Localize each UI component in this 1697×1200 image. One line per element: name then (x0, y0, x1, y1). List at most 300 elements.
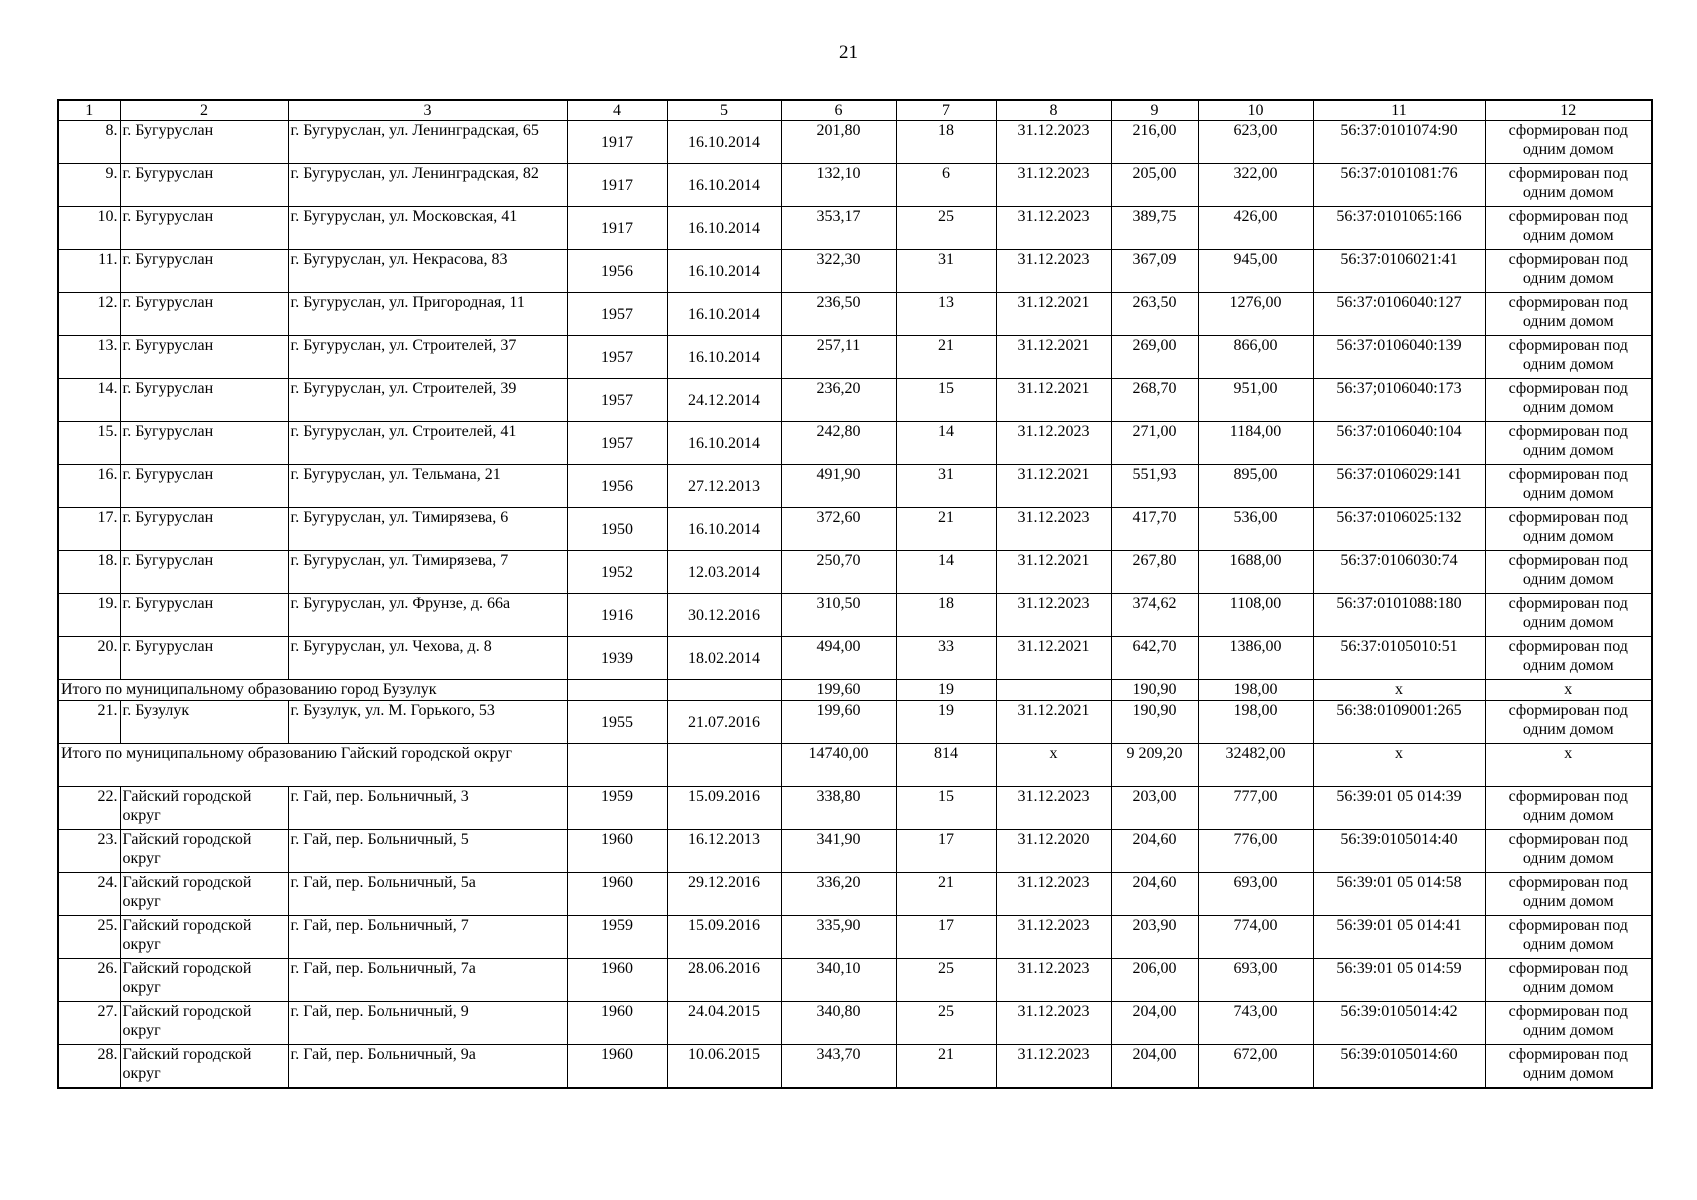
cadastral-number-cell: 56:37:0106040:139 (1313, 336, 1485, 379)
land-area-cell: 32482,00 (1198, 744, 1313, 787)
municipality-cell: Гайский городской округ (120, 830, 288, 873)
area-cell: 199,60 (781, 680, 896, 701)
table-row (58, 594, 1652, 637)
address-cell: г. Гай, пер. Больничный, 3 (288, 787, 567, 830)
deadline-cell: 31.12.2023 (996, 250, 1111, 293)
deadline-cell: 31.12.2023 (996, 508, 1111, 551)
area-cell: 310,50 (781, 594, 896, 637)
cadastral-number-cell: 56:39:0105014:60 (1313, 1045, 1485, 1088)
column-number-3: 3 (288, 100, 567, 121)
total-area-cell: 551,93 (1111, 465, 1198, 508)
land-status-cell: сформирован под одним домом (1485, 336, 1652, 379)
cadastral-number-cell: 56:37:0106040:127 (1313, 293, 1485, 336)
total-area-cell: 374,62 (1111, 594, 1198, 637)
table-row (58, 830, 1652, 873)
deadline-cell: 31.12.2023 (996, 121, 1111, 164)
address-cell: г. Бугуруслан, ул. Тимирязева, 6 (288, 508, 567, 551)
cadastral-number-cell: 56:37:0106025:132 (1313, 508, 1485, 551)
year-cell: 1960 (567, 1002, 667, 1045)
deadline-cell: 31.12.2021 (996, 465, 1111, 508)
land-status-cell: сформирован под одним домом (1485, 830, 1652, 873)
residents-cell: 33 (896, 637, 996, 680)
date-cell: 10.06.2015 (667, 1045, 781, 1088)
table-row (58, 701, 1652, 744)
deadline-cell: 31.12.2023 (996, 787, 1111, 830)
residents-cell: 21 (896, 508, 996, 551)
area-cell: 250,70 (781, 551, 896, 594)
address-cell: г. Бугуруслан, ул. Чехова, д. 8 (288, 637, 567, 680)
deadline-cell: 31.12.2021 (996, 379, 1111, 422)
municipality-cell: г. Бугуруслан (120, 336, 288, 379)
land-area-cell: 776,00 (1198, 830, 1313, 873)
residents-cell: 19 (896, 701, 996, 744)
year-cell: 1950 (567, 508, 667, 551)
cadastral-number-cell: 56:37:0101081:76 (1313, 164, 1485, 207)
cadastral-number-cell: 56:38:0109001:265 (1313, 701, 1485, 744)
address-cell: г. Бугуруслан, ул. Ленинградская, 82 (288, 164, 567, 207)
total-area-cell: 190,90 (1111, 680, 1198, 701)
total-area-cell: 367,09 (1111, 250, 1198, 293)
residents-cell: 25 (896, 959, 996, 1002)
deadline-cell: 31.12.2023 (996, 207, 1111, 250)
municipality-cell: Гайский городской округ (120, 1002, 288, 1045)
column-number-7: 7 (896, 100, 996, 121)
row-number-cell: 22. (58, 787, 120, 830)
row-number-cell: 16. (58, 465, 120, 508)
area-cell: 340,80 (781, 1002, 896, 1045)
date-cell: 29.12.2016 (667, 873, 781, 916)
subtotal-row (58, 744, 1652, 787)
year-cell: 1960 (567, 830, 667, 873)
area-cell: 491,90 (781, 465, 896, 508)
year-cell: 1960 (567, 1045, 667, 1088)
year-cell: 1917 (567, 164, 667, 207)
residents-cell: 25 (896, 1002, 996, 1045)
municipality-cell: г. Бугуруслан (120, 422, 288, 465)
residents-cell: 21 (896, 336, 996, 379)
table-row (58, 959, 1652, 1002)
total-area-cell: 203,90 (1111, 916, 1198, 959)
land-status-cell: сформирован под одним домом (1485, 293, 1652, 336)
total-area-cell: 203,00 (1111, 787, 1198, 830)
municipality-cell: г. Бугуруслан (120, 250, 288, 293)
land-area-cell: 198,00 (1198, 701, 1313, 744)
residents-cell: 19 (896, 680, 996, 701)
residents-cell: 17 (896, 830, 996, 873)
total-area-cell: 204,00 (1111, 1002, 1198, 1045)
residents-cell: 25 (896, 207, 996, 250)
table-row (58, 293, 1652, 336)
residents-cell: 15 (896, 787, 996, 830)
table-body (58, 121, 1652, 1088)
date-cell: 16.10.2014 (667, 293, 781, 336)
row-number-cell: 23. (58, 830, 120, 873)
residents-cell: 18 (896, 594, 996, 637)
column-number-9: 9 (1111, 100, 1198, 121)
table-header (58, 100, 1652, 121)
municipality-cell: г. Бузулук (120, 701, 288, 744)
land-status-cell: сформирован под одним домом (1485, 551, 1652, 594)
table-row (58, 916, 1652, 959)
row-number-cell: 20. (58, 637, 120, 680)
deadline-cell: 31.12.2023 (996, 916, 1111, 959)
area-cell: 336,20 (781, 873, 896, 916)
cadastral-number-cell: 56:39:01 05 014:59 (1313, 959, 1485, 1002)
residents-cell: 15 (896, 379, 996, 422)
deadline-cell: 31.12.2021 (996, 551, 1111, 594)
row-number-cell: 24. (58, 873, 120, 916)
land-area-cell: 1184,00 (1198, 422, 1313, 465)
area-cell: 14740,00 (781, 744, 896, 787)
land-status-cell: сформирован под одним домом (1485, 121, 1652, 164)
date-cell: 24.12.2014 (667, 379, 781, 422)
deadline-cell: 31.12.2021 (996, 293, 1111, 336)
year-cell: 1939 (567, 637, 667, 680)
date-cell: 16.10.2014 (667, 250, 781, 293)
land-status-cell: сформирован под одним домом (1485, 422, 1652, 465)
land-status-cell: сформирован под одним домом (1485, 594, 1652, 637)
cadastral-number-cell: 56:39:01 05 014:58 (1313, 873, 1485, 916)
year-cell: 1959 (567, 787, 667, 830)
area-cell: 372,60 (781, 508, 896, 551)
address-cell: г. Бугуруслан, ул. Строителей, 41 (288, 422, 567, 465)
cadastral-number-cell: 56:37:0106029:141 (1313, 465, 1485, 508)
area-cell: 236,50 (781, 293, 896, 336)
land-status-cell: сформирован под одним домом (1485, 465, 1652, 508)
column-number-12: 12 (1485, 100, 1652, 121)
deadline-cell: 31.12.2021 (996, 637, 1111, 680)
address-cell: г. Гай, пер. Больничный, 9 (288, 1002, 567, 1045)
land-status-cell: сформирован под одним домом (1485, 916, 1652, 959)
deadline-cell: 31.12.2023 (996, 422, 1111, 465)
land-area-cell: 198,00 (1198, 680, 1313, 701)
row-number-cell: 8. (58, 121, 120, 164)
address-cell: г. Бугуруслан, ул. Пригородная, 11 (288, 293, 567, 336)
table-row (58, 1002, 1652, 1045)
land-area-cell: 866,00 (1198, 336, 1313, 379)
cadastral-number-cell: 56:37:0106021:41 (1313, 250, 1485, 293)
municipality-cell: Гайский городской округ (120, 916, 288, 959)
row-number-cell: 17. (58, 508, 120, 551)
address-cell: г. Гай, пер. Больничный, 5а (288, 873, 567, 916)
date-cell (667, 680, 781, 701)
date-cell: 15.09.2016 (667, 787, 781, 830)
residents-cell: 13 (896, 293, 996, 336)
date-cell: 16.10.2014 (667, 422, 781, 465)
date-cell: 24.04.2015 (667, 1002, 781, 1045)
area-cell: 338,80 (781, 787, 896, 830)
address-cell: г. Бугуруслан, ул. Строителей, 39 (288, 379, 567, 422)
land-area-cell: 1276,00 (1198, 293, 1313, 336)
municipality-cell: г. Бугуруслан (120, 207, 288, 250)
land-area-cell: 1386,00 (1198, 637, 1313, 680)
row-number-cell: 19. (58, 594, 120, 637)
cadastral-number-cell: 56:39:0105014:40 (1313, 830, 1485, 873)
land-area-cell: 895,00 (1198, 465, 1313, 508)
header-row (58, 100, 1652, 121)
year-cell: 1960 (567, 873, 667, 916)
residents-cell: 814 (896, 744, 996, 787)
row-number-cell: 25. (58, 916, 120, 959)
row-number-cell: 12. (58, 293, 120, 336)
subtotal-label: Итого по муниципальному образованию Гайский городской округ (58, 744, 567, 787)
land-status-cell: сформирован под одним домом (1485, 873, 1652, 916)
table-row (58, 250, 1652, 293)
total-area-cell: 190,90 (1111, 701, 1198, 744)
date-cell: 30.12.2016 (667, 594, 781, 637)
land-status-cell: x (1485, 744, 1652, 787)
address-cell: г. Гай, пер. Больничный, 7а (288, 959, 567, 1002)
land-status-cell: сформирован под одним домом (1485, 637, 1652, 680)
total-area-cell: 204,00 (1111, 1045, 1198, 1088)
total-area-cell: 269,00 (1111, 336, 1198, 379)
area-cell: 201,80 (781, 121, 896, 164)
land-status-cell: сформирован под одним домом (1485, 207, 1652, 250)
land-area-cell: 945,00 (1198, 250, 1313, 293)
cadastral-number-cell: 56:37:0105010:51 (1313, 637, 1485, 680)
land-area-cell: 1108,00 (1198, 594, 1313, 637)
column-number-11: 11 (1313, 100, 1485, 121)
municipality-cell: Гайский городской округ (120, 959, 288, 1002)
table-row (58, 379, 1652, 422)
table-row (58, 508, 1652, 551)
land-area-cell: 536,00 (1198, 508, 1313, 551)
address-cell: г. Бугуруслан, ул. Строителей, 37 (288, 336, 567, 379)
deadline-cell: x (996, 744, 1111, 787)
land-area-cell: 322,00 (1198, 164, 1313, 207)
total-area-cell: 9 209,20 (1111, 744, 1198, 787)
year-cell (567, 744, 667, 787)
municipality-cell: г. Бугуруслан (120, 637, 288, 680)
total-area-cell: 268,70 (1111, 379, 1198, 422)
table-row (58, 873, 1652, 916)
deadline-cell: 31.12.2021 (996, 336, 1111, 379)
address-cell: г. Гай, пер. Больничный, 9а (288, 1045, 567, 1088)
residents-cell: 14 (896, 551, 996, 594)
deadline-cell: 31.12.2023 (996, 873, 1111, 916)
cadastral-number-cell: 56:39:01 05 014:39 (1313, 787, 1485, 830)
year-cell: 1957 (567, 379, 667, 422)
residents-cell: 31 (896, 465, 996, 508)
year-cell: 1959 (567, 916, 667, 959)
cadastral-number-cell: 56:37:0101074:90 (1313, 121, 1485, 164)
area-cell: 341,90 (781, 830, 896, 873)
date-cell: 16.10.2014 (667, 207, 781, 250)
land-status-cell: сформирован под одним домом (1485, 959, 1652, 1002)
address-cell: г. Гай, пер. Больничный, 5 (288, 830, 567, 873)
cadastral-number-cell: 56:37:0101065:166 (1313, 207, 1485, 250)
land-area-cell: 951,00 (1198, 379, 1313, 422)
year-cell (567, 680, 667, 701)
municipality-cell: Гайский городской округ (120, 787, 288, 830)
municipality-cell: г. Бугуруслан (120, 293, 288, 336)
date-cell: 15.09.2016 (667, 916, 781, 959)
municipality-cell: Гайский городской округ (120, 873, 288, 916)
column-number-10: 10 (1198, 100, 1313, 121)
cadastral-number-cell: 56:39:0105014:42 (1313, 1002, 1485, 1045)
land-area-cell: 1688,00 (1198, 551, 1313, 594)
row-number-cell: 11. (58, 250, 120, 293)
column-number-5: 5 (667, 100, 781, 121)
row-number-cell: 27. (58, 1002, 120, 1045)
table-row (58, 164, 1652, 207)
land-area-cell: 672,00 (1198, 1045, 1313, 1088)
row-number-cell: 10. (58, 207, 120, 250)
year-cell: 1957 (567, 422, 667, 465)
land-area-cell: 774,00 (1198, 916, 1313, 959)
subtotal-row (58, 680, 1652, 701)
municipality-cell: г. Бугуруслан (120, 164, 288, 207)
deadline-cell: 31.12.2023 (996, 959, 1111, 1002)
row-number-cell: 15. (58, 422, 120, 465)
address-cell: г. Гай, пер. Больничный, 7 (288, 916, 567, 959)
area-cell: 353,17 (781, 207, 896, 250)
land-status-cell: x (1485, 680, 1652, 701)
table-row (58, 336, 1652, 379)
table-row (58, 1045, 1652, 1088)
total-area-cell: 204,60 (1111, 830, 1198, 873)
total-area-cell: 204,60 (1111, 873, 1198, 916)
row-number-cell: 9. (58, 164, 120, 207)
area-cell: 236,20 (781, 379, 896, 422)
year-cell: 1917 (567, 121, 667, 164)
year-cell: 1960 (567, 959, 667, 1002)
land-status-cell: сформирован под одним домом (1485, 787, 1652, 830)
date-cell: 28.06.2016 (667, 959, 781, 1002)
address-cell: г. Бугуруслан, ул. Некрасова, 83 (288, 250, 567, 293)
total-area-cell: 389,75 (1111, 207, 1198, 250)
column-number-2: 2 (120, 100, 288, 121)
page-number: 21 (839, 42, 858, 63)
municipality-cell: г. Бугуруслан (120, 121, 288, 164)
area-cell: 132,10 (781, 164, 896, 207)
year-cell: 1955 (567, 701, 667, 744)
area-cell: 199,60 (781, 701, 896, 744)
municipality-cell: г. Бугуруслан (120, 594, 288, 637)
total-area-cell: 263,50 (1111, 293, 1198, 336)
table-row (58, 787, 1652, 830)
residents-cell: 6 (896, 164, 996, 207)
land-area-cell: 693,00 (1198, 959, 1313, 1002)
residents-cell: 18 (896, 121, 996, 164)
date-cell: 21.07.2016 (667, 701, 781, 744)
table-row (58, 551, 1652, 594)
deadline-cell: 31.12.2023 (996, 1002, 1111, 1045)
municipality-cell: г. Бугуруслан (120, 379, 288, 422)
residents-cell: 21 (896, 1045, 996, 1088)
date-cell: 16.12.2013 (667, 830, 781, 873)
land-area-cell: 693,00 (1198, 873, 1313, 916)
cadastral-number-cell: x (1313, 744, 1485, 787)
row-number-cell: 13. (58, 336, 120, 379)
total-area-cell: 417,70 (1111, 508, 1198, 551)
date-cell (667, 744, 781, 787)
row-number-cell: 14. (58, 379, 120, 422)
residents-cell: 31 (896, 250, 996, 293)
deadline-cell (996, 680, 1111, 701)
deadline-cell: 31.12.2021 (996, 701, 1111, 744)
date-cell: 16.10.2014 (667, 336, 781, 379)
total-area-cell: 216,00 (1111, 121, 1198, 164)
land-status-cell: сформирован под одним домом (1485, 1002, 1652, 1045)
cadastral-number-cell: 56:39:01 05 014:41 (1313, 916, 1485, 959)
cadastral-number-cell: 56:37:0106030:74 (1313, 551, 1485, 594)
deadline-cell: 31.12.2023 (996, 594, 1111, 637)
address-cell: г. Бугуруслан, ул. Фрунзе, д. 66а (288, 594, 567, 637)
housing-registry-table (57, 99, 1653, 1089)
year-cell: 1956 (567, 250, 667, 293)
year-cell: 1956 (567, 465, 667, 508)
table-row (58, 422, 1652, 465)
residents-cell: 21 (896, 873, 996, 916)
municipality-cell: г. Бугуруслан (120, 465, 288, 508)
date-cell: 18.02.2014 (667, 637, 781, 680)
land-area-cell: 426,00 (1198, 207, 1313, 250)
address-cell: г. Бузулук, ул. М. Горького, 53 (288, 701, 567, 744)
column-number-1: 1 (58, 100, 120, 121)
area-cell: 494,00 (781, 637, 896, 680)
year-cell: 1952 (567, 551, 667, 594)
area-cell: 242,80 (781, 422, 896, 465)
table-row (58, 207, 1652, 250)
land-status-cell: сформирован под одним домом (1485, 1045, 1652, 1088)
date-cell: 16.10.2014 (667, 508, 781, 551)
row-number-cell: 28. (58, 1045, 120, 1088)
row-number-cell: 18. (58, 551, 120, 594)
subtotal-label: Итого по муниципальному образованию город Бузулук (58, 680, 567, 701)
deadline-cell: 31.12.2023 (996, 1045, 1111, 1088)
cadastral-number-cell: x (1313, 680, 1485, 701)
area-cell: 257,11 (781, 336, 896, 379)
land-status-cell: сформирован под одним домом (1485, 250, 1652, 293)
table-row (58, 637, 1652, 680)
year-cell: 1957 (567, 293, 667, 336)
total-area-cell: 206,00 (1111, 959, 1198, 1002)
row-number-cell: 21. (58, 701, 120, 744)
municipality-cell: г. Бугуруслан (120, 508, 288, 551)
municipality-cell: г. Бугуруслан (120, 551, 288, 594)
column-number-6: 6 (781, 100, 896, 121)
date-cell: 27.12.2013 (667, 465, 781, 508)
land-status-cell: сформирован под одним домом (1485, 508, 1652, 551)
cadastral-number-cell: 56:37;0106040:173 (1313, 379, 1485, 422)
date-cell: 16.10.2014 (667, 164, 781, 207)
area-cell: 335,90 (781, 916, 896, 959)
land-area-cell: 623,00 (1198, 121, 1313, 164)
total-area-cell: 642,70 (1111, 637, 1198, 680)
year-cell: 1917 (567, 207, 667, 250)
year-cell: 1957 (567, 336, 667, 379)
land-status-cell: сформирован под одним домом (1485, 164, 1652, 207)
area-cell: 322,30 (781, 250, 896, 293)
column-number-8: 8 (996, 100, 1111, 121)
total-area-cell: 271,00 (1111, 422, 1198, 465)
table-row (58, 465, 1652, 508)
land-area-cell: 743,00 (1198, 1002, 1313, 1045)
date-cell: 12.03.2014 (667, 551, 781, 594)
land-status-cell: сформирован под одним домом (1485, 379, 1652, 422)
area-cell: 343,70 (781, 1045, 896, 1088)
municipality-cell: Гайский городской округ (120, 1045, 288, 1088)
address-cell: г. Бугуруслан, ул. Тельмана, 21 (288, 465, 567, 508)
column-number-4: 4 (567, 100, 667, 121)
date-cell: 16.10.2014 (667, 121, 781, 164)
area-cell: 340,10 (781, 959, 896, 1002)
address-cell: г. Бугуруслан, ул. Московская, 41 (288, 207, 567, 250)
land-area-cell: 777,00 (1198, 787, 1313, 830)
deadline-cell: 31.12.2023 (996, 164, 1111, 207)
address-cell: г. Бугуруслан, ул. Ленинградская, 65 (288, 121, 567, 164)
